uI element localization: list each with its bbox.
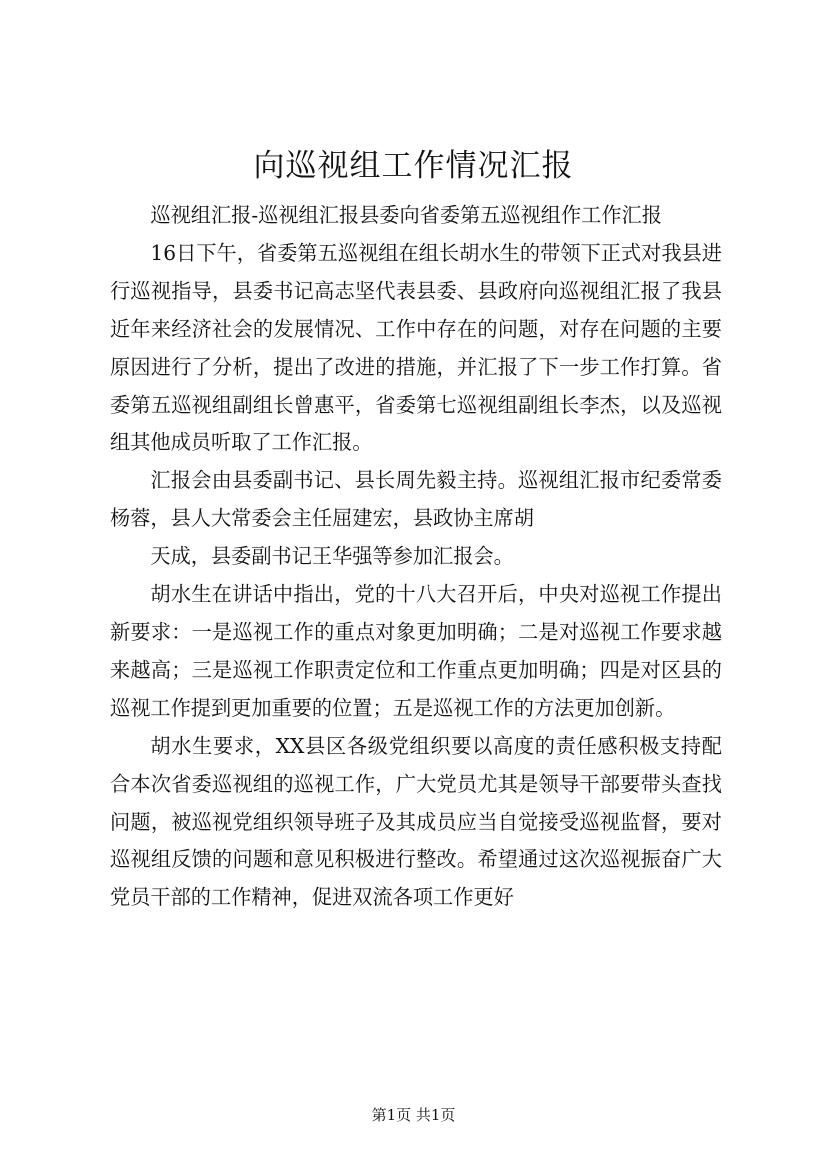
page-number-footer: 第1页 共1页 xyxy=(371,1106,456,1124)
paragraph-inspection-start: 16日下午，省委第五巡视组在组长胡水生的带领下正式对我县进行巡视指导，县委书记高志坚代表县委、县政府向巡视组汇报了我县近年来经济社会的发展情况、工作中存在的问题，对存在问题的主要原因进行了分析，提出了改进的措施，并汇报了下一步工作打算。省委第五巡视组副组长曾惠平，省委第七巡视组副组长李杰，以及巡视组其他成员听取了工作汇报。 xyxy=(110,240,722,455)
paragraph-meeting-host: 汇报会由县委副书记、县长周先毅主持。巡视组汇报市纪委常委杨蓉，县人大常委会主任屈建宏，县政协主席胡 xyxy=(110,468,722,531)
document-body xyxy=(110,197,722,917)
paragraph-demands: 胡水生要求，XX县区各级党组织要以高度的责任感积极支持配合本次省委巡视组的巡视工作，广大党员尤其是领导干部要带头查找问题，被巡视党组织领导班子及其成员应当自觉接受巡视监督，要对巡视组反馈的问题和意见积极进行整改。希望通过这次巡视振奋广大党员干部的工作精神，促进双流各项工作更好 xyxy=(110,733,722,910)
paragraph-attendees: 天成，县委副书记王华强等参加汇报会。 xyxy=(150,544,514,569)
paragraph-heading-line: 巡视组汇报-巡视组汇报县委向省委第五巡视组作工作汇报 xyxy=(150,203,662,227)
page-title: 向巡视组工作情况汇报 xyxy=(253,148,574,184)
paragraph-speech-requirements: 胡水生在讲话中指出，党的十八大召开后，中央对巡视工作提出新要求：一是巡视工作的重点对象更加明确；二是对巡视工作要求越来越高；三是巡视工作职责定位和工作重点更加明确；四是对区县的巡视工作提到更加重要的位置；五是巡视工作的方法更加创新。 xyxy=(110,582,722,720)
